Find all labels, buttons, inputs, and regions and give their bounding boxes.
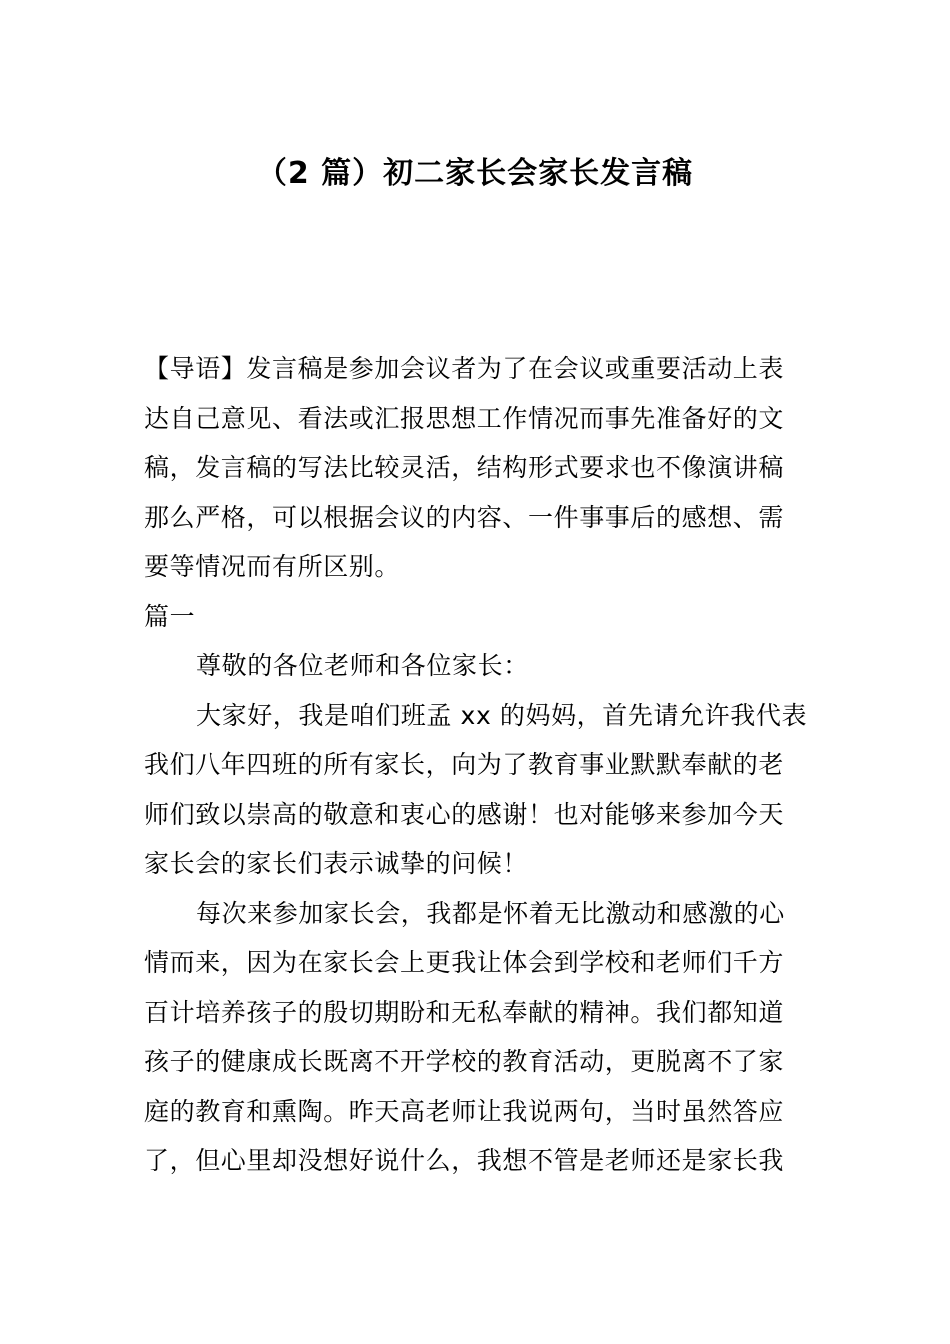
section-heading: 篇一	[144, 601, 196, 631]
document-body	[144, 344, 814, 1186]
text-line: 我们八年四班的所有家长，向为了教育事业默默奉献的老	[144, 750, 785, 779]
text-line: 那么严格，可以根据会议的内容、一件事事后的感想、需	[144, 502, 785, 532]
text-line: 要等情况而有所区别。	[144, 552, 401, 581]
text-line: 了，但心里却没想好说什么，我想不管是老师还是家长我	[144, 1146, 785, 1175]
text-line: 家长会的家长们表示诚挚的问候！	[144, 849, 529, 878]
text-line: 每次来参加家长会，我都是怀着无比激动和感激的心	[196, 898, 785, 928]
text-line: 庭的教育和熏陶。昨天高老师让我说两句，当时虽然答应	[144, 1096, 785, 1126]
text-line: 情而来，因为在家长会上更我让体会到学校和老师们千方	[144, 948, 785, 977]
text-line: 【导语】发言稿是参加会议者为了在会议或重要活动上表	[144, 354, 785, 383]
text-line: 达自己意见、看法或汇报思想工作情况而事先准备好的文	[144, 403, 785, 433]
salutation: 尊敬的各位老师和各位家长：	[196, 651, 529, 680]
text-line: 孩子的健康成长既离不开学校的教育活动，更脱离不了家	[144, 1047, 785, 1076]
text-line: 百计培养孩子的殷切期盼和无私奉献的精神。我们都知道	[144, 997, 785, 1027]
text-line: 师们致以崇高的敬意和衷心的感谢！也对能够来参加今天	[144, 799, 785, 829]
document-title: （2 篇）初二家长会家长发言稿	[256, 156, 694, 191]
text-line: 大家好，我是咱们班孟 xx 的妈妈，首先请允许我代表	[196, 700, 808, 730]
text-line: 稿，发言稿的写法比较灵活，结构形式要求也不像演讲稿	[144, 453, 785, 482]
